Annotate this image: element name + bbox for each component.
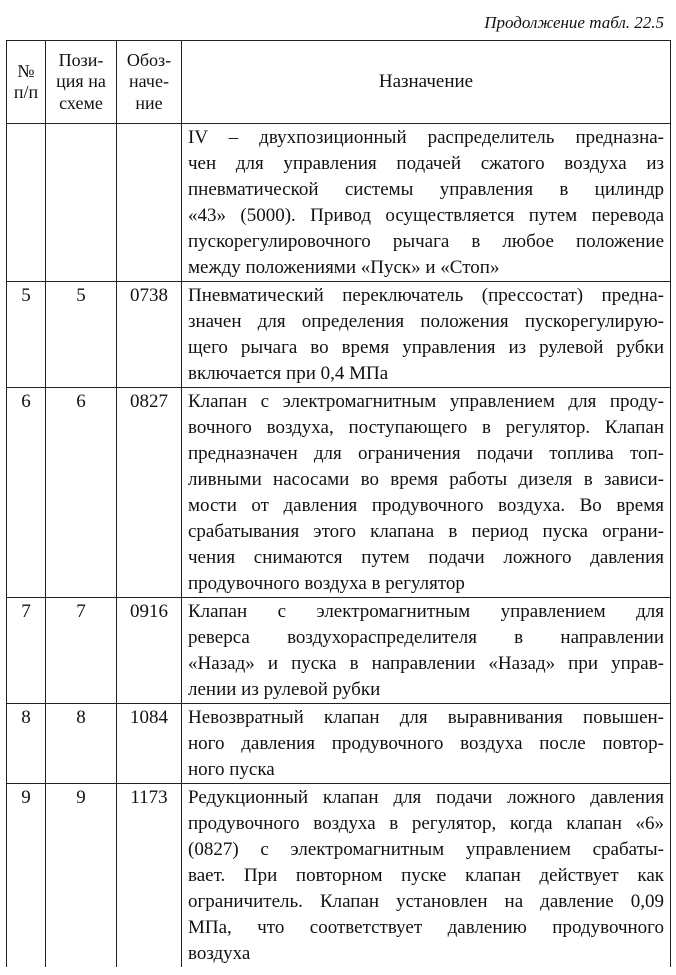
purpose-text-line: IV – двухпозиционный распределитель предназна-	[188, 127, 664, 148]
row-position: 6	[46, 388, 117, 598]
header-position-line: схеме	[59, 92, 103, 113]
purpose-text-line: значен для определения положения пускорегулирую-	[188, 311, 664, 332]
purpose-text-line: (0827) с электромагнитным управлением срабаты-	[188, 839, 664, 860]
table-body	[7, 124, 671, 968]
header-designation-line: ние	[135, 92, 163, 113]
row-position: 8	[46, 704, 117, 784]
purpose-text-line: мости от давления продувочного воздуха. Во время	[188, 495, 664, 516]
row-position	[46, 124, 117, 282]
table-row	[7, 388, 671, 598]
purpose-text-line: предназначен для ограничения подачи топлива топ-	[188, 443, 664, 464]
components-table	[6, 40, 671, 967]
row-purpose	[182, 598, 671, 704]
row-designation	[117, 124, 182, 282]
table-row	[7, 784, 671, 968]
row-number: 6	[7, 388, 46, 598]
header-position	[46, 41, 117, 124]
row-designation: 0827	[117, 388, 182, 598]
purpose-text-line: продувочного воздуха в регулятор	[188, 573, 465, 594]
purpose-text-line: Пневматический переключатель (прессостат) предна-	[188, 285, 664, 306]
header-position-line: ция на	[56, 71, 106, 92]
row-purpose	[182, 784, 671, 968]
purpose-text-line: включается при 0,4 МПа	[188, 363, 389, 384]
table-container	[6, 40, 670, 967]
purpose-text-line: между положениями «Пуск» и «Стоп»	[188, 257, 500, 278]
row-designation: 0738	[117, 282, 182, 388]
row-number	[7, 124, 46, 282]
row-designation: 1084	[117, 704, 182, 784]
purpose-text-line: пускорегулировочного рычага в любое положение	[188, 231, 664, 252]
header-purpose: Назначение	[182, 41, 671, 124]
row-designation: 0916	[117, 598, 182, 704]
header-position-line: Пози-	[58, 49, 104, 70]
purpose-text-line: ного давления продувочного воздуха после повтор-	[188, 733, 664, 754]
purpose-text-line: чен для управления подачей сжатого воздуха из	[188, 153, 664, 174]
purpose-text-line: Редукционный клапан для подачи ложного давления	[188, 787, 664, 808]
table-row	[7, 598, 671, 704]
header-designation-line: Обоз-	[126, 49, 172, 70]
purpose-text-line: ного пуска	[188, 759, 275, 780]
row-number: 8	[7, 704, 46, 784]
purpose-text-line: щего рычага во время управления из рулевой рубки	[188, 337, 664, 358]
row-purpose	[182, 124, 671, 282]
purpose-text-line: «43» (5000). Привод осуществляется путем перевода	[188, 205, 664, 226]
purpose-text-line: Клапан с электромагнитным управлением для проду-	[188, 391, 664, 412]
table-row	[7, 282, 671, 388]
row-position: 5	[46, 282, 117, 388]
row-number: 7	[7, 598, 46, 704]
purpose-text-line: воздуха	[188, 943, 251, 964]
row-number: 5	[7, 282, 46, 388]
row-purpose	[182, 282, 671, 388]
purpose-text-line: пневматической системы управления в цилиндр	[188, 179, 664, 200]
table-row	[7, 124, 671, 282]
table-row	[7, 704, 671, 784]
table-caption: Продолжение табл. 22.5	[484, 13, 664, 32]
row-position: 7	[46, 598, 117, 704]
header-num-line: №	[17, 60, 35, 81]
purpose-text-line: ограничитель. Клапан установлен на давление 0,09	[188, 891, 664, 912]
purpose-text-line: чения снимаются путем подачи ложного давления	[188, 547, 664, 568]
header-num	[7, 41, 46, 124]
purpose-text-line: Клапан с электромагнитным управлением для	[188, 601, 664, 622]
header-num-line: п/п	[13, 82, 39, 102]
purpose-text-line: ливными насосами во время работы дизеля в зависи-	[188, 469, 664, 490]
purpose-text-line: лении из рулевой рубки	[188, 679, 381, 700]
purpose-text-line: «Назад» и пуска в направлении «Назад» при управ-	[188, 653, 664, 674]
table-header-row	[7, 41, 671, 124]
purpose-text-line: реверса воздухораспределителя в направлении	[188, 627, 664, 648]
row-purpose	[182, 388, 671, 598]
purpose-text-line: МПа, что соответствует давлению продувочного	[188, 917, 664, 938]
row-designation: 1173	[117, 784, 182, 968]
row-purpose	[182, 704, 671, 784]
purpose-text-line: продувочного воздуха в регулятор, когда клапан «6»	[188, 813, 664, 834]
row-number: 9	[7, 784, 46, 968]
purpose-text-line: вочного воздуха, поступающего в регулятор. Клапан	[188, 417, 664, 438]
purpose-text-line: срабатывания этого клапана в период пуска ограни-	[188, 521, 664, 542]
purpose-text-line: вает. При повторном пуске клапан действует как	[188, 865, 664, 886]
row-position: 9	[46, 784, 117, 968]
header-designation-line: наче-	[129, 71, 169, 92]
header-designation	[117, 41, 182, 124]
purpose-text-line: Невозвратный клапан для выравнивания повышен-	[188, 707, 664, 728]
